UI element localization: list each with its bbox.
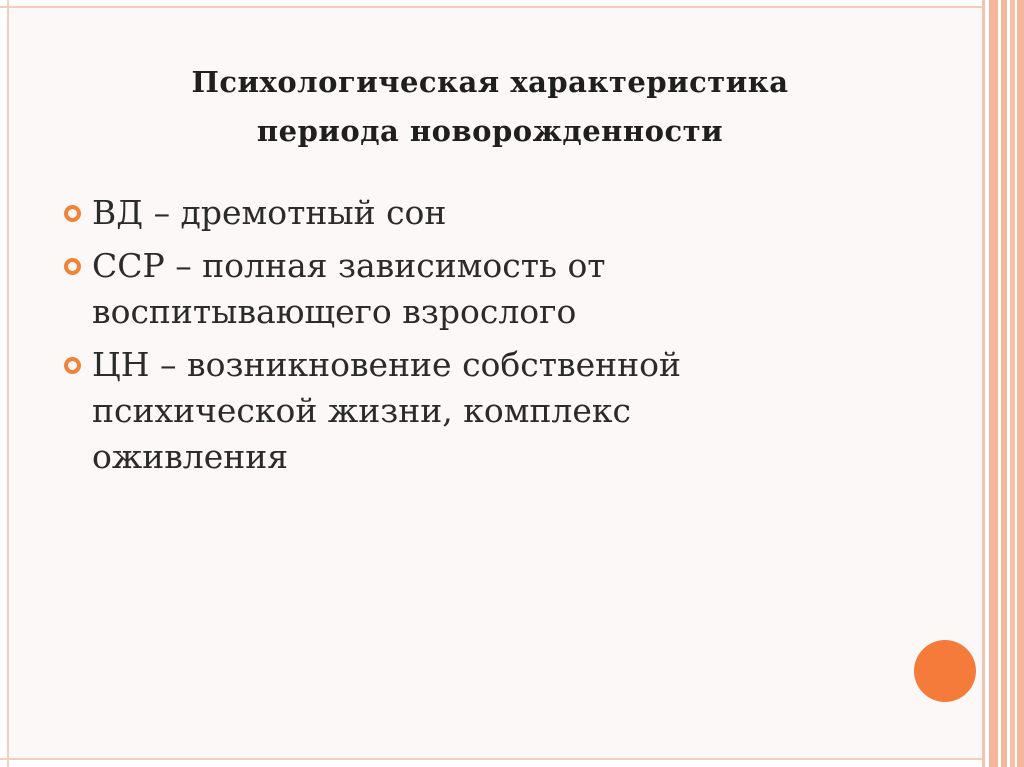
bullet-text: ССР – полная зависимость от воспитывающего взрослого <box>92 246 606 331</box>
bullet-item-ssr <box>64 243 764 335</box>
bullet-item-vd <box>64 190 764 236</box>
bullet-list <box>64 190 764 487</box>
bullet-text: ЦН – возникновение собственной психической жизни, комплекс оживления <box>92 345 681 476</box>
decorative-stripes <box>982 0 1024 767</box>
circle-bullet-icon <box>64 205 81 222</box>
frame-line-left <box>7 0 9 767</box>
stripe <box>1017 0 1024 767</box>
title-line-1: Психологическая характеристика <box>191 65 789 99</box>
title-line-2: периода новорожденности <box>256 114 724 148</box>
circle-bullet-icon <box>64 258 81 275</box>
frame-line-top <box>0 6 984 8</box>
slide-title <box>60 58 920 156</box>
bullet-item-cn <box>64 342 764 480</box>
bullet-text: ВД – дремотный сон <box>92 193 447 232</box>
stripe <box>989 0 998 767</box>
accent-circle-icon <box>914 640 976 702</box>
frame-line-bottom <box>0 758 984 760</box>
circle-bullet-icon <box>64 357 81 374</box>
